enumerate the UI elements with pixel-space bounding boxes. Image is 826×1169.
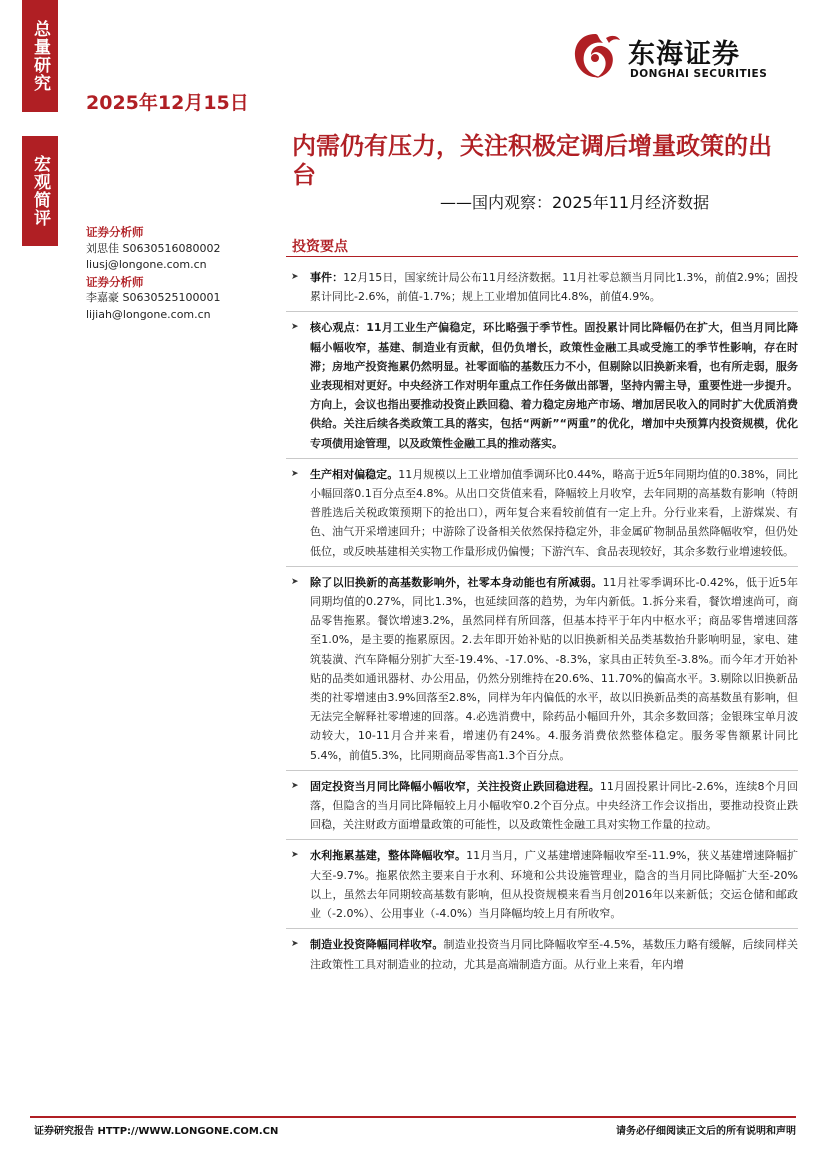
key-point-lead: 制造业投资降幅同样收窄。	[310, 938, 444, 952]
report-date: 2025年12月15日	[86, 92, 249, 114]
analyst-name-code: 李嘉豪 S0630525100001	[86, 291, 221, 304]
arrow-bullet-icon: ➤	[291, 939, 299, 950]
key-point-text: 12月15日，国家统计局公布11月经济数据。11月社零总额当月同比1.3%，前值2.9%；固投累计同比-2.6%，前值-1.7%；规上工业增加值同比4.8%，前值4.9%。	[310, 271, 798, 304]
arrow-bullet-icon: ➤	[291, 780, 299, 791]
key-point-lead: 水利拖累基建，整体降幅收窄。	[310, 849, 467, 863]
category-tab: 总量研究	[22, 0, 58, 112]
key-point-text: 11月当月，广义基建增速降幅收窄至-11.9%，狭义基建增速降幅扩大至-9.7%。拖累依然主要来自于水利、环境和公共设施管理业，隐含的当月同比降幅扩大至-20%以上，虽然去年同期较高基数有影响，但从投资规模来看当月创2016年以来新低；交运仓储和邮政业（-2.0%）、公用事业（-4.0%）当月降幅均较上月有所收窄。	[310, 849, 799, 921]
report-subtitle: ——国内观察：2025年11月经济数据	[440, 193, 710, 212]
arrow-bullet-icon: ➤	[291, 576, 299, 587]
section-heading: 投资要点	[292, 239, 348, 255]
analyst-name-code: 刘思佳 S0630516080002	[86, 241, 221, 255]
key-point-lead: 核心观点：	[310, 321, 367, 335]
arrow-bullet-icon: ➤	[291, 322, 299, 333]
analyst-info	[86, 224, 276, 323]
analyst-email[interactable]: liusj@longone.com.cn	[86, 258, 207, 271]
footer-divider	[30, 1116, 796, 1118]
footer-disclaimer: 请务必仔细阅读正文后的所有说明和声明	[616, 1126, 796, 1137]
key-point	[286, 935, 798, 973]
divider	[286, 458, 798, 459]
key-point-text: 11月固投累计同比-2.6%，连续8个月回落，但隐含的当月同比降幅较上月小幅收窄0.2个百分点。中央经济工作会议指出，要推动投资止跌回稳，关注财政方面增量政策的可能性，以及政策性金融工具对实物工作量的拉动。	[310, 779, 798, 832]
analyst-label: 证券分析师	[86, 225, 144, 239]
divider	[286, 566, 798, 567]
key-point-lead: 生产相对偏稳定。	[310, 467, 399, 481]
key-point	[286, 846, 798, 923]
divider	[286, 311, 798, 312]
arrow-bullet-icon: ➤	[291, 468, 299, 479]
analyst-email[interactable]: lijiah@longone.com.cn	[86, 307, 211, 321]
analyst-1	[86, 224, 276, 274]
report-title: 内需仍有压力，关注积极定调后增量政策的出台	[292, 132, 772, 189]
divider	[286, 770, 798, 771]
key-points-list	[286, 268, 798, 974]
brand-logo	[566, 28, 796, 88]
key-point-text: 11月工业生产偏稳定，环比略强于季节性。固投累计同比降幅仍在扩大，但当月同比降幅小幅收窄，基建、制造业有贡献，但仍负增长，政策性金融工具或受施工的季节性影响，存在时滞；房地产投资拖累仍然明显。社零面临的基数压力不小，但剔除以旧换新来看，也有所走弱，服务业表现相对更好。中央经济工作对明年重点工作任务做出部署，坚持内需主导，重要性进一步提升。方向上，会议也指出要推动投资止跌回稳、着力稳定房地产市场、增加居民收入的同时扩大优质消费供给。关注后续各类政策工具的落实，包括“两新”“两重”的优化，增加中央预算内投资规模，优化专项债用途管理，以及政策性金融工具的推动落实。	[310, 321, 799, 450]
analyst-label: 证券分析师	[86, 274, 144, 289]
analyst-2	[86, 274, 276, 324]
divider	[286, 839, 798, 840]
key-point	[286, 268, 798, 306]
key-point	[286, 573, 798, 765]
section-divider	[286, 256, 798, 257]
key-point-text: 11月社零季调环比-0.42%，低于近5年同期均值的0.27%，同比1.3%，也延续回落的趋势，为年内新低。1.拆分来看，餐饮增速尚可，商品零售拖累。餐饮增速3.2%，虽然同样有所回落，但基本持平于年内中枢水平；商品零售增速回落至1.0%，是主要的拖累原因。2.去年即开始补贴的以旧换新相关品类基数抬升影响明显，家电、建筑装潢、汽车降幅分别扩大至-19.4%、-17.0%、-8.3%，家具由正转负至-3.8%。而今年才开始补贴的品类如通讯器材、办公用品，仍然分别维持在20.6%、11.70%的偏高水平。3.剔除以旧换新品类的社零增速由3.9%回落至2.8%，同样为年内偏低的水平，故以旧换新品类的高基数虽有影响，但无法完全解释社零增速的回落。4.必选消费中，除药品小幅回升外，其余多数回落；金银珠宝单月波动较大，10-11月合并来看，增速仍有24%。4.服务消费依然整体稳定。服务零售额累计同比5.4%，前值5.3%，比同期商品零售高1.3个百分点。	[310, 575, 798, 762]
divider	[286, 928, 798, 929]
key-point-text: 11月规模以上工业增加值季调环比0.44%，略高于近5年同期均值的0.38%，同比小幅回落0.1百分点至4.8%。从出口交货值来看，降幅较上月收窄，去年同期的高基数有影响（特朗普胜选后关税政策预期下的抢出口），两年复合来看较前值有一定上升。分行业来看，上游煤炭、有色、油气开采增速回升；中游除了设备相关依然保持稳定外，非金属矿物制品虽然降幅收窄，但仍处低位，或反映基建相关实物工作量形成仍偏慢；下游汽车、食品表现较好，其余多数行业增速较低。	[310, 467, 798, 558]
arrow-bullet-icon: ➤	[291, 850, 299, 861]
key-point-lead: 事件：	[310, 271, 344, 284]
logo-english-name: DONGHAI SECURITIES	[630, 68, 768, 80]
report-type-tab: 宏观简评	[22, 136, 58, 246]
donghai-phoenix-icon	[566, 28, 624, 86]
key-point-lead: 除了以旧换新的高基数影响外，社零本身动能也有所减弱。	[310, 575, 603, 589]
key-point	[286, 318, 798, 452]
logo-chinese-name: 东海证券	[628, 39, 740, 70]
key-point	[286, 465, 798, 561]
key-point-text: 制造业投资当月同比降幅收窄至-4.5%，基数压力略有缓解，后续同样关注政策性工具对制造业的拉动，尤其是高端制造方面。从行业上来看，年内增	[310, 938, 799, 971]
key-point-lead: 固定投资当月同比降幅小幅收窄，关注投资止跌回稳进程。	[310, 779, 600, 793]
footer-website[interactable]: 证券研究报告 HTTP://WWW.LONGONE.COM.CN	[34, 1126, 279, 1137]
arrow-bullet-icon: ➤	[291, 272, 299, 282]
key-point	[286, 777, 798, 835]
